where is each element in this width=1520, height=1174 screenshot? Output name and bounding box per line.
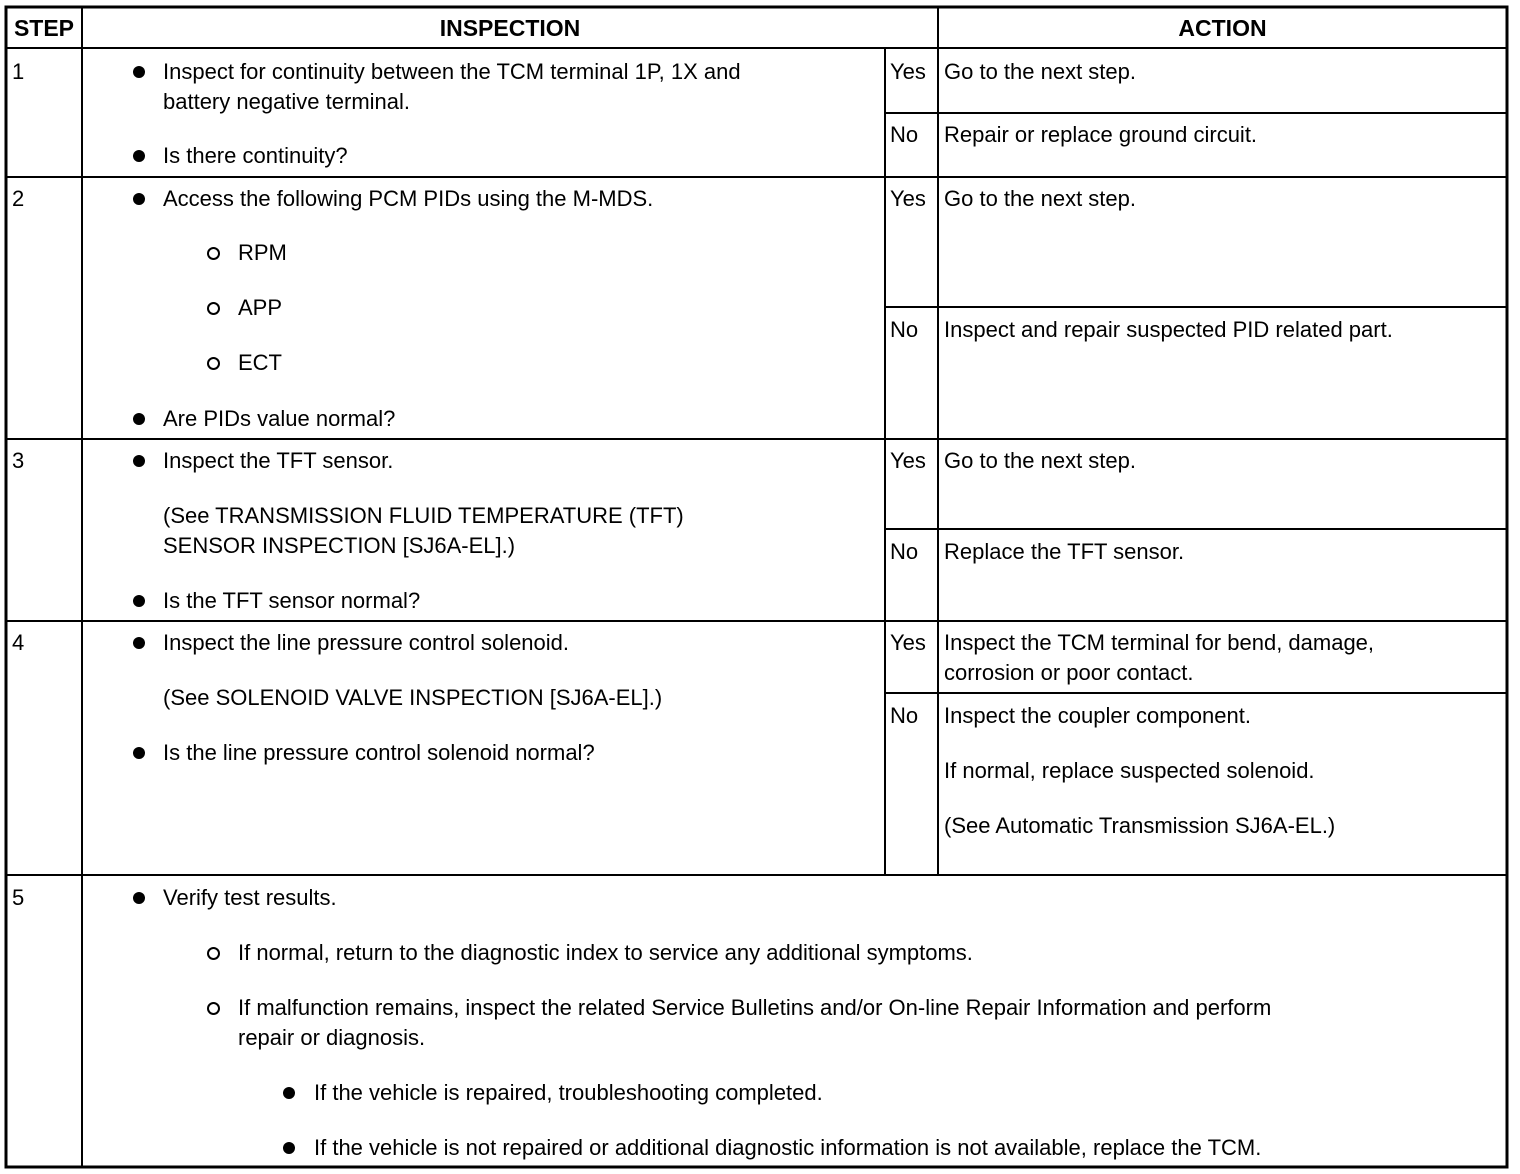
sub-bullet-icon: [207, 247, 220, 260]
bullet-icon: [133, 892, 145, 904]
action-no-text: Inspect and repair suspected PID related part.: [944, 317, 1393, 342]
action-no-text: (See Automatic Transmission SJ6A-EL.): [944, 813, 1336, 838]
bullet-icon: [133, 595, 145, 607]
bullet-icon: [133, 455, 145, 467]
bullet-icon: [133, 150, 145, 162]
yes-label: Yes: [890, 630, 926, 655]
step-number: 5: [12, 885, 25, 910]
sub-bullet-icon: [207, 947, 220, 960]
action-no-text: Repair or replace ground circuit.: [944, 122, 1258, 147]
reference-text: (See TRANSMISSION FLUID TEMPERATURE (TFT): [163, 503, 684, 528]
inspection-question: Are PIDs value normal?: [163, 406, 396, 431]
result-text: repair or diagnosis.: [238, 1025, 426, 1050]
no-label: No: [890, 122, 919, 147]
result-text: If normal, return to the diagnostic index to service any additional symptoms.: [238, 940, 973, 965]
result-text: If the vehicle is repaired, troubleshooting completed.: [314, 1080, 823, 1105]
step-number: 1: [12, 59, 25, 84]
inspection-text: Inspect the TFT sensor.: [163, 448, 394, 473]
sub-bullet-icon: [207, 357, 220, 370]
inspection-text: Inspect the line pressure control solenoid.: [163, 630, 570, 655]
reference-text: (See SOLENOID VALVE INSPECTION [SJ6A-EL].): [163, 685, 663, 710]
inspection-text: Inspect for continuity between the TCM terminal 1P, 1X and: [163, 59, 741, 84]
inspection-text: Verify test results.: [163, 885, 337, 910]
bullet-icon: [133, 747, 145, 759]
sub-bullet-icon: [207, 1002, 220, 1015]
no-label: No: [890, 703, 919, 728]
yes-label: Yes: [890, 59, 926, 84]
bullet-icon: [283, 1087, 295, 1099]
pid-item: RPM: [238, 240, 287, 265]
header-inspection: INSPECTION: [439, 15, 581, 41]
inspection-question: Is there continuity?: [163, 143, 348, 168]
bullet-icon: [133, 193, 145, 205]
action-yes-text: Go to the next step.: [944, 59, 1137, 84]
sub-bullet-icon: [207, 302, 220, 315]
pid-item: APP: [238, 295, 283, 320]
no-label: No: [890, 539, 919, 564]
no-label: No: [890, 317, 919, 342]
action-yes-text: Go to the next step.: [944, 186, 1137, 211]
inspection-text: Access the following PCM PIDs using the M-MDS.: [163, 186, 654, 211]
action-no-text: Inspect the coupler component.: [944, 703, 1251, 728]
step-number: 3: [12, 448, 25, 473]
step-number: 4: [12, 630, 25, 655]
action-no-text: Replace the TFT sensor.: [944, 539, 1185, 564]
reference-text: SENSOR INSPECTION [SJ6A-EL].): [163, 533, 516, 558]
result-text: If the vehicle is not repaired or additional diagnostic information is not available, replace the TCM.: [314, 1135, 1262, 1160]
header-step: STEP: [13, 15, 75, 41]
bullet-icon: [283, 1142, 295, 1154]
action-yes-text: Inspect the TCM terminal for bend, damage,: [944, 630, 1375, 655]
pid-item: ECT: [238, 350, 282, 375]
yes-label: Yes: [890, 448, 926, 473]
yes-label: Yes: [890, 186, 926, 211]
inspection-text: battery negative terminal.: [163, 89, 411, 114]
inspection-question: Is the line pressure control solenoid normal?: [163, 740, 595, 765]
action-yes-text: corrosion or poor contact.: [944, 660, 1194, 685]
header-action: ACTION: [1178, 15, 1267, 41]
result-text: If malfunction remains, inspect the related Service Bulletins and/or On-line Repair Information and perform: [238, 995, 1272, 1020]
action-no-text: If normal, replace suspected solenoid.: [944, 758, 1315, 783]
bullet-icon: [133, 637, 145, 649]
action-yes-text: Go to the next step.: [944, 448, 1137, 473]
step-number: 2: [12, 186, 25, 211]
bullet-icon: [133, 413, 145, 425]
inspection-question: Is the TFT sensor normal?: [163, 588, 421, 613]
bullet-icon: [133, 66, 145, 78]
